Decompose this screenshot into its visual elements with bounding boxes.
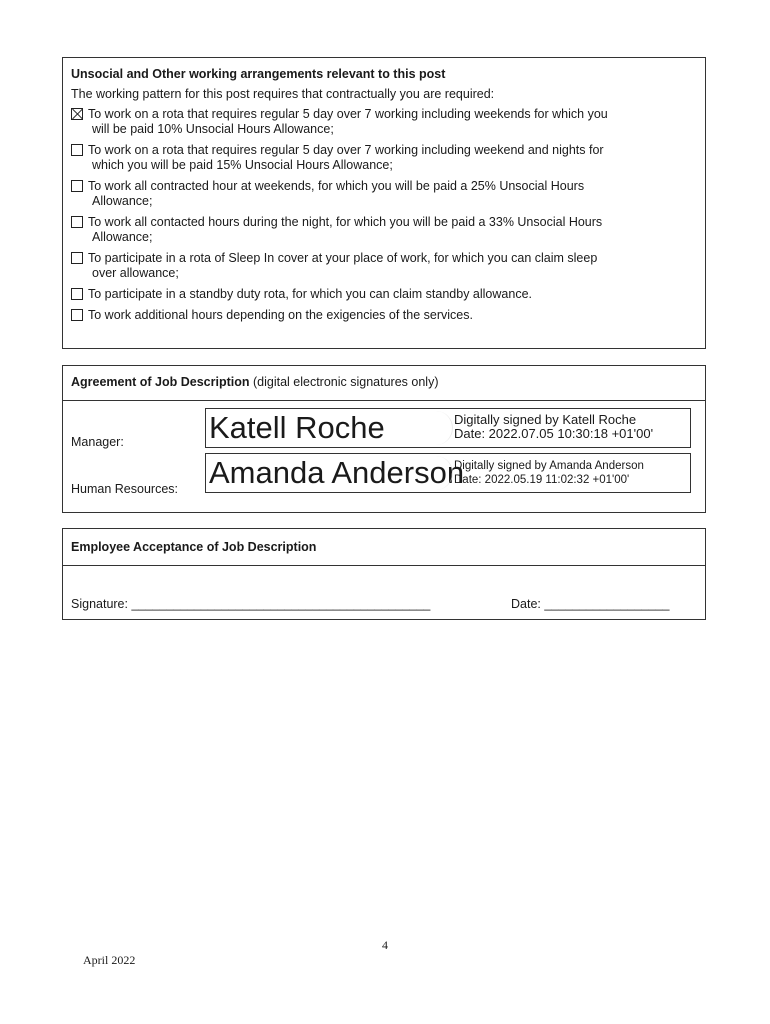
hr-signed-date: Date: 2022.05.19 11:02:32 +01'00' xyxy=(454,474,630,486)
manager-digital-signature[interactable] xyxy=(205,408,691,448)
signature-watermark-icon xyxy=(428,411,453,445)
option-item xyxy=(71,308,697,323)
employee-date-field[interactable]: Date: __________________ xyxy=(511,597,670,611)
checkbox-checked[interactable] xyxy=(71,108,83,120)
option-text: To work all contracted hour at weekends, for which you will be paid a 25% Unsocial Hours xyxy=(88,179,585,193)
employee-signature-field[interactable]: Signature: ___________________________________________ xyxy=(71,597,431,611)
hr-signature-name: Amanda Anderson xyxy=(209,455,465,490)
option-text-cont: will be paid 10% Unsocial Hours Allowance; xyxy=(92,122,334,136)
option-text: To participate in a standby duty rota, for which you can claim standby allowance. xyxy=(88,287,532,301)
option-item xyxy=(71,251,697,281)
hr-signed-by: Digitally signed by Amanda Anderson xyxy=(454,460,644,472)
section-intro: The working pattern for this post requires that contractually you are required: xyxy=(71,87,495,101)
option-text: To work additional hours depending on the exigencies of the services. xyxy=(88,308,473,322)
acceptance-header xyxy=(62,528,706,566)
checkbox[interactable] xyxy=(71,252,83,264)
option-item xyxy=(71,179,697,209)
acceptance-body xyxy=(62,566,706,620)
acceptance-title: Employee Acceptance of Job Description xyxy=(71,540,317,554)
option-text-cont: Allowance; xyxy=(92,194,153,208)
option-item xyxy=(71,107,697,137)
checkbox[interactable] xyxy=(71,144,83,156)
option-text: To work all contacted hours during the night, for which you will be paid a 33% Unsocial Hours xyxy=(88,215,603,229)
checkbox[interactable] xyxy=(71,288,83,300)
agreement-subtitle: (digital electronic signatures only) xyxy=(249,375,439,389)
checkbox[interactable] xyxy=(71,216,83,228)
hr-label: Human Resources: xyxy=(71,482,178,496)
page-number: 4 xyxy=(382,938,388,952)
checkbox[interactable] xyxy=(71,180,83,192)
option-item xyxy=(71,143,697,173)
footer-date: April 2022 xyxy=(83,953,136,967)
section-title: Unsocial and Other working arrangements relevant to this post xyxy=(71,67,446,81)
hr-digital-signature[interactable] xyxy=(205,453,691,493)
option-text: To participate in a rota of Sleep In cover at your place of work, for which you can claim sleep xyxy=(88,251,598,265)
manager-label: Manager: xyxy=(71,435,124,449)
manager-signed-by: Digitally signed by Katell Roche xyxy=(454,412,637,427)
agreement-title: Agreement of Job Description xyxy=(71,375,250,389)
unsocial-arrangements-section xyxy=(62,57,706,349)
option-text: To work on a rota that requires regular 5 day over 7 working including weekends for which you xyxy=(88,107,608,121)
agreement-header xyxy=(62,365,706,401)
manager-signature-name: Katell Roche xyxy=(209,410,385,445)
option-text-cont: Allowance; xyxy=(92,230,153,244)
checkbox[interactable] xyxy=(71,309,83,321)
option-item xyxy=(71,287,697,302)
agreement-body xyxy=(62,401,706,513)
option-item xyxy=(71,215,697,245)
manager-signed-date: Date: 2022.07.05 10:30:18 +01'00' xyxy=(454,426,654,441)
option-text-cont: which you will be paid 15% Unsocial Hours Allowance; xyxy=(92,158,393,172)
option-text: To work on a rota that requires regular 5 day over 7 working including weekend and nights for xyxy=(88,143,604,157)
option-text-cont: over allowance; xyxy=(92,266,179,280)
